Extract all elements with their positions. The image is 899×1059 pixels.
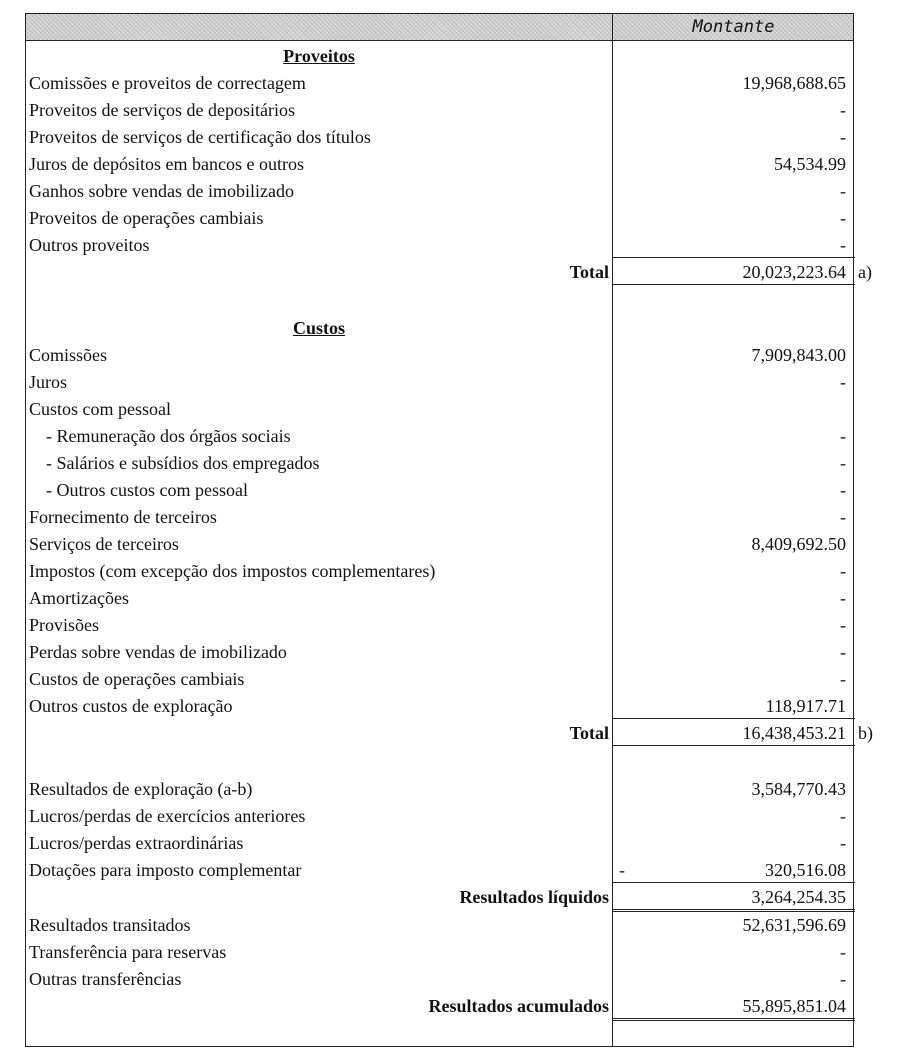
row-label: Impostos (com excepção dos impostos complementares) (29, 561, 436, 581)
table-row (26, 639, 855, 666)
row-value: 3,584,770.43 (751, 779, 846, 799)
table-row (26, 97, 855, 124)
row-label: Amortizações (29, 588, 129, 608)
rule (612, 882, 855, 883)
row-value: 19,968,688.65 (742, 73, 846, 93)
row-value: - (840, 507, 846, 527)
row-value: 320,516.08 (765, 860, 846, 880)
table-row (26, 558, 855, 585)
row-value: - (840, 669, 846, 689)
table-row (26, 70, 855, 97)
row-label: Dotações para imposto complementar (29, 860, 302, 880)
table-row (26, 205, 855, 232)
row-value: 16,438,453.21 (742, 723, 846, 743)
row-label: Fornecimento de terceiros (29, 507, 217, 527)
table-row (26, 396, 855, 423)
row-label: Lucros/perdas de exercícios anteriores (29, 806, 306, 826)
table-row (26, 450, 855, 477)
row-label: Perdas sobre vendas de imobilizado (29, 642, 287, 662)
row-value: - (840, 208, 846, 228)
row-label: Outras transferências (29, 969, 182, 989)
row-label: Resultados acumulados (428, 996, 609, 1016)
table-row (26, 477, 855, 504)
row-label: Serviços de terceiros (29, 534, 179, 554)
rule (612, 745, 855, 746)
row-value: - (840, 426, 846, 446)
row-value: - (840, 561, 846, 581)
table-row (26, 504, 855, 531)
table-row (26, 531, 855, 558)
row-value: - (840, 372, 846, 392)
row-value: - (840, 453, 846, 473)
income-statement-table (25, 13, 873, 1047)
row-value: - (840, 942, 846, 962)
rule (612, 257, 855, 258)
row-label: Resultados líquidos (459, 887, 609, 907)
row-value: 54,534.99 (774, 154, 846, 174)
row-label: Ganhos sobre vendas de imobilizado (29, 181, 294, 201)
row-label: Juros (29, 372, 68, 392)
table-row (26, 232, 855, 259)
row-label: - Salários e subsídios dos empregados (46, 453, 320, 473)
row-value: - (840, 127, 846, 147)
row-label: Outros proveitos (29, 235, 150, 255)
row-value: - (840, 588, 846, 608)
row-label: Outros custos de exploração (29, 696, 233, 716)
row-value: - (840, 806, 846, 826)
table-row (26, 939, 855, 966)
rule (612, 284, 855, 285)
row-label: Total (569, 262, 609, 282)
row-value: 20,023,223.64 (742, 262, 846, 282)
row-value: - (840, 235, 846, 255)
row-label: Proveitos de serviços de depositários (29, 100, 295, 120)
row-value: - (840, 615, 846, 635)
table-row (26, 776, 855, 803)
row-label: Transferência para reservas (29, 942, 227, 962)
total-row (26, 720, 873, 747)
row-value: - (840, 642, 846, 662)
total-row (26, 259, 872, 286)
row-value: 52,631,596.69 (742, 915, 846, 935)
row-label: Custos de operações cambiais (29, 669, 245, 689)
table-row (26, 43, 855, 70)
row-label: Comissões e proveitos de correctagem (29, 73, 306, 93)
row-label: Resultados de exploração (a-b) (29, 779, 253, 799)
table-row (26, 124, 855, 151)
table-row (26, 585, 855, 612)
table-row (26, 803, 855, 830)
table-row (26, 369, 855, 396)
rule (612, 718, 855, 719)
table-row (26, 423, 855, 450)
table-row (26, 315, 855, 342)
table-row (26, 666, 855, 693)
row-label: Proveitos (283, 46, 355, 66)
row-value: 55,895,851.04 (742, 996, 846, 1016)
table-row (26, 830, 855, 857)
row-value: 118,917.71 (765, 696, 846, 716)
row-value: - (840, 480, 846, 500)
sign: - (619, 860, 625, 880)
row-label: Proveitos de serviços de certificação dos títulos (29, 127, 371, 147)
row-value: - (840, 100, 846, 120)
row-label: - Remuneração dos órgãos sociais (46, 426, 291, 446)
table-row (26, 342, 855, 369)
row-label: - Outros custos com pessoal (46, 480, 248, 500)
row-value: - (840, 181, 846, 201)
note-marker: a) (858, 262, 872, 282)
row-label: Custos (292, 318, 345, 338)
row-label: Lucros/perdas extraordinárias (29, 833, 244, 853)
table-row (26, 693, 855, 720)
row-label: Total (569, 723, 609, 743)
net-result-row (26, 884, 855, 911)
table-row (26, 857, 855, 884)
row-value: 7,909,843.00 (751, 345, 846, 365)
row-label: Comissões (29, 345, 108, 365)
table-row (26, 151, 855, 178)
row-value: - (840, 969, 846, 989)
table-row (26, 178, 855, 205)
table-row (26, 912, 855, 939)
rule (612, 1018, 855, 1021)
montante-header: Montante (692, 17, 775, 37)
accumulated-result-row (26, 993, 855, 1020)
row-label: Proveitos de operações cambiais (29, 208, 264, 228)
row-label: Juros de depósitos em bancos e outros (29, 154, 304, 174)
row-label: Provisões (29, 615, 100, 635)
table-row (26, 612, 855, 639)
row-value: 8,409,692.50 (751, 534, 846, 554)
note-marker: b) (858, 723, 873, 743)
row-value: 3,264,254.35 (751, 887, 846, 907)
row-label: Custos com pessoal (29, 399, 171, 419)
table-row (26, 966, 855, 993)
row-value: - (840, 833, 846, 853)
row-label: Resultados transitados (29, 915, 191, 935)
